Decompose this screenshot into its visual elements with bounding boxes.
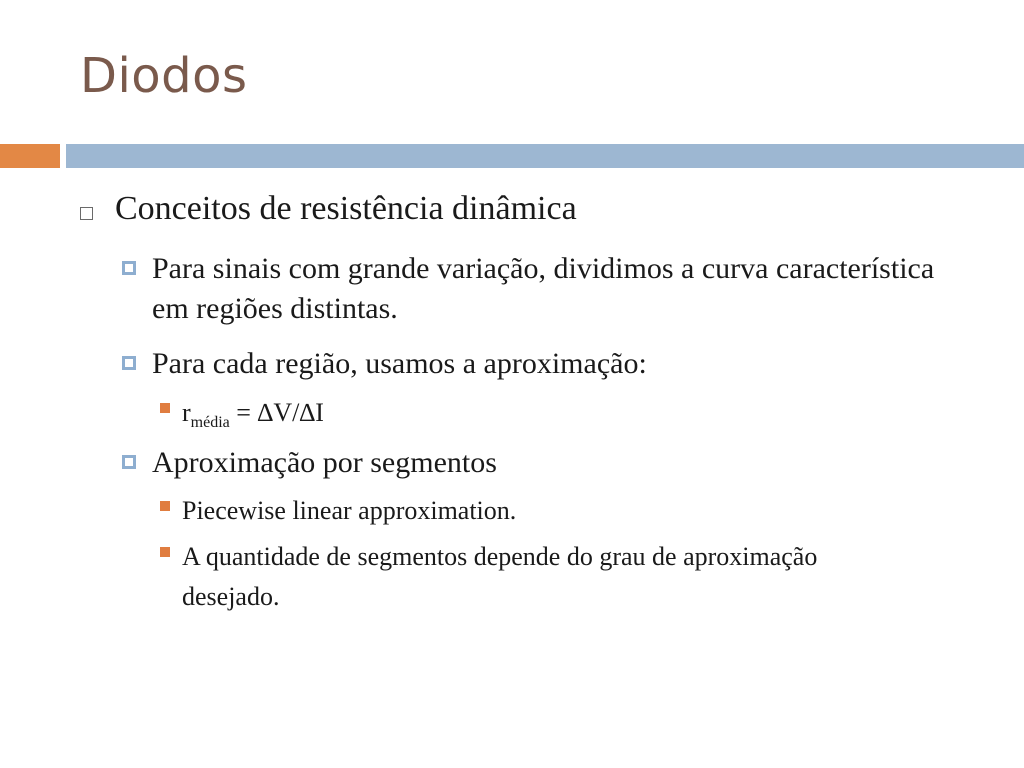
bullet-text: Para cada região, usamos a aproximação:: [152, 347, 647, 380]
bullet-text: Piecewise linear approximation.: [182, 496, 517, 525]
bullet-level2: [122, 249, 962, 329]
orange-square-bullet-icon: [160, 403, 170, 413]
bullet-text: A quantidade de segmentos depende do grau de aproximação desejado.: [182, 542, 818, 611]
bullet-level3: [160, 491, 882, 531]
blue-square-bullet-icon: [122, 356, 136, 370]
bullet-level1: [80, 187, 577, 231]
hollow-square-bullet-icon: [80, 207, 93, 220]
formula-text: [182, 393, 882, 433]
bullet-text: Para sinais com grande variação, dividimos a curva característica em regiões distintas.: [152, 252, 935, 325]
blue-square-bullet-icon: [122, 261, 136, 275]
bullet-level2: [122, 344, 962, 384]
bullet-text: Aproximação por segmentos: [152, 446, 497, 479]
bullet-level3: [160, 537, 882, 617]
formula-rest: = ∆V/∆I: [229, 398, 324, 427]
formula-variable: r: [182, 398, 191, 427]
blue-square-bullet-icon: [122, 455, 136, 469]
bullet-level3: [160, 393, 882, 433]
formula-subscript: média: [190, 414, 230, 431]
slide-title: Diodos: [80, 48, 248, 104]
orange-square-bullet-icon: [160, 547, 170, 557]
orange-square-bullet-icon: [160, 501, 170, 511]
title-accent-bar-blue: [66, 144, 1024, 168]
bullet-text: Conceitos de resistência dinâmica: [115, 190, 577, 227]
title-accent-bar-orange: [0, 144, 60, 168]
bullet-level2: [122, 443, 962, 483]
